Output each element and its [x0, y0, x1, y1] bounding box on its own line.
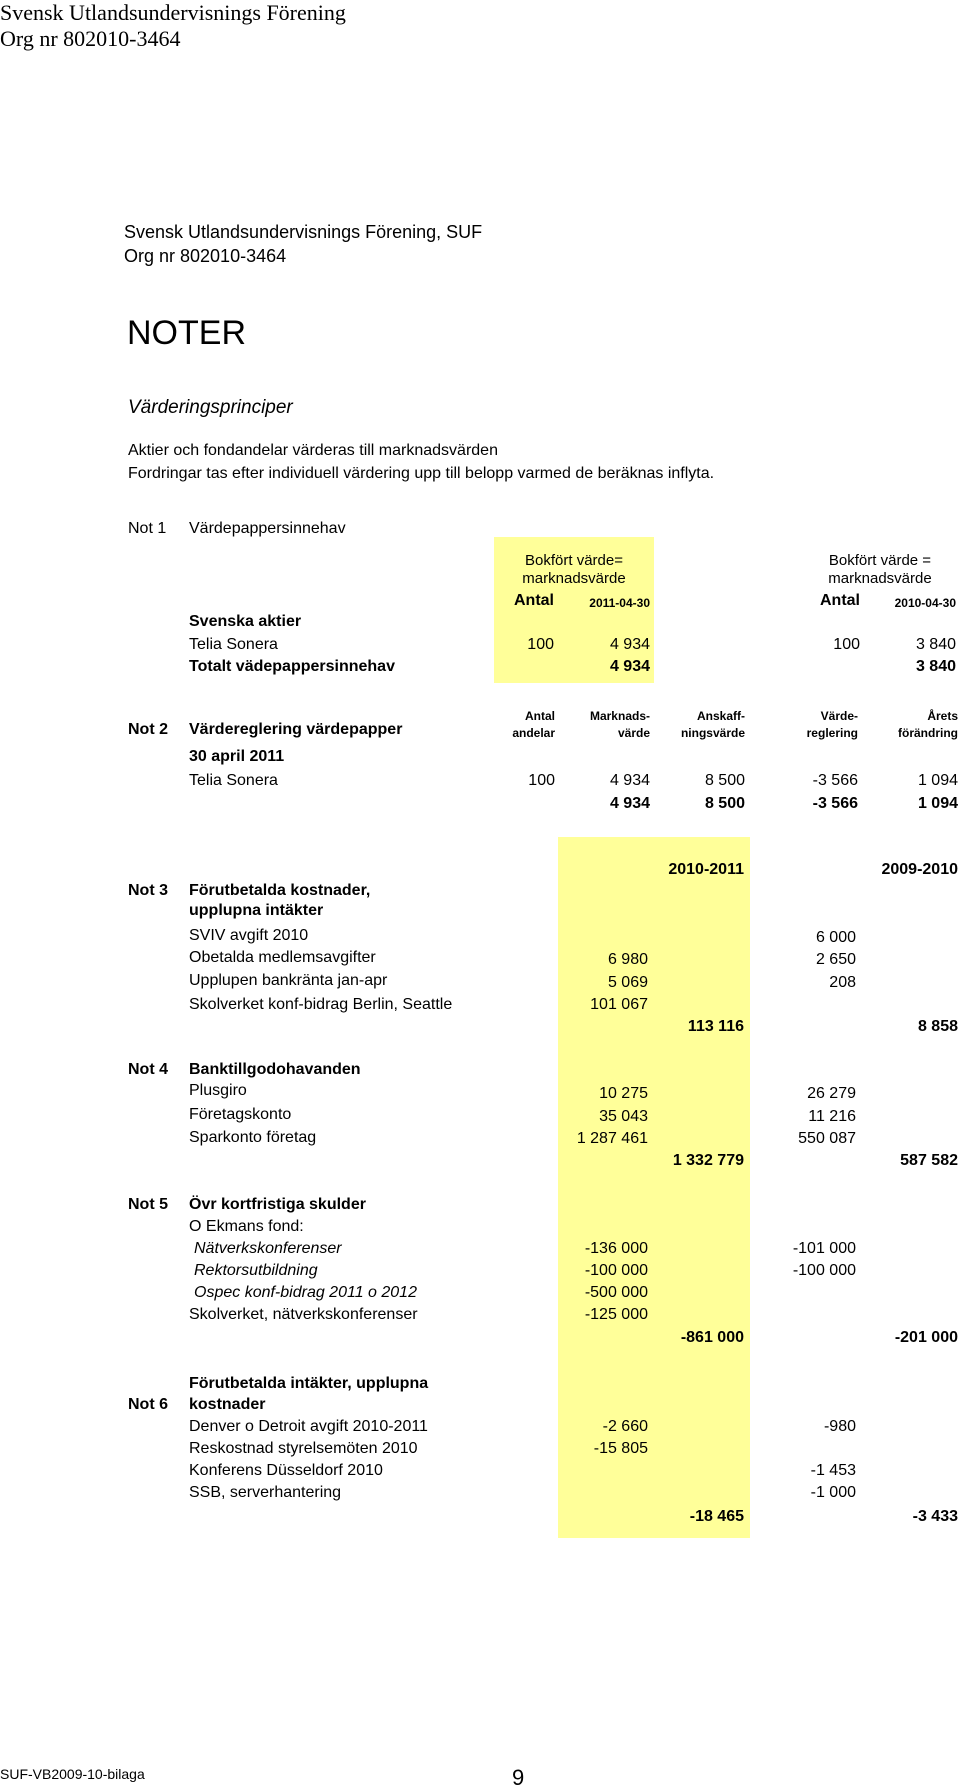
note1-section-label: Svenska aktier [189, 613, 302, 630]
note5-item-cur: -500 000 [584, 1284, 648, 1301]
note4-item-label: Plusgiro [189, 1082, 247, 1099]
note6-total-prev: -3 433 [912, 1508, 958, 1525]
note6-item-cur: -15 805 [593, 1440, 648, 1457]
note2-date: 30 april 2011 [189, 748, 285, 765]
note1-col-b-head2: marknadsvärde [828, 570, 932, 587]
note3-item-prev: 6 000 [815, 929, 856, 946]
note4-title: Banktillgodohavanden [189, 1061, 361, 1078]
note2-head-varde-1: Värde- [820, 709, 858, 723]
principles-heading: Värderingsprinciper [128, 397, 293, 418]
note6-item-label: Denver o Detroit avgift 2010-2011 [189, 1418, 428, 1435]
note3-item-prev: 2 650 [815, 951, 856, 968]
note2-head-varde-2: reglering [806, 726, 858, 740]
note3-item-label: SVIV avgift 2010 [189, 927, 309, 944]
year-previous: 2009-2010 [881, 861, 958, 878]
principles-line1: Aktier och fondandelar värderas till marknadsvärden [128, 442, 498, 459]
note2-row-anskaff: 8 500 [704, 772, 745, 789]
note2-head-marknad-2: värde [617, 726, 650, 740]
note2-head-marknad-1: Marknads- [589, 709, 650, 723]
note6-total-cur: -18 465 [689, 1508, 744, 1525]
note2-head-arets-1: Årets [927, 709, 958, 723]
note2-head-antal-2: andelar [512, 726, 555, 740]
note2-row-marknad: 4 934 [609, 772, 650, 789]
note1-row-label: Telia Sonera [189, 636, 278, 653]
note1-date-1: 2011-04-30 [589, 596, 650, 610]
note1-row-antal1: 100 [527, 636, 554, 653]
note3-item-label: Obetalda medlemsavgifter [189, 949, 376, 966]
note4-total-prev: 587 582 [900, 1152, 958, 1169]
note3-title-line1: Förutbetalda kostnader, [189, 882, 371, 899]
note6-number: Not 6 [128, 1396, 168, 1413]
note2-head-anskaff-2: ningsvärde [680, 726, 745, 740]
year-current: 2010-2011 [668, 861, 744, 878]
note6-item-label: Reskostnad styrelsemöten 2010 [189, 1440, 418, 1457]
note1-row-value2: 3 840 [915, 636, 956, 653]
note2-total-marknad: 4 934 [609, 795, 650, 812]
note1-col-a-head2: marknadsvärde [522, 570, 626, 587]
note1-row-antal2: 100 [833, 636, 860, 653]
note3-total-cur: 113 116 [687, 1018, 744, 1035]
note3-number: Not 3 [128, 882, 168, 899]
note4-item-prev: 550 087 [798, 1130, 856, 1147]
note4-item-cur: 35 043 [599, 1108, 648, 1125]
org-number: Org nr 802010-3464 [124, 246, 287, 266]
note6-item-prev: -980 [823, 1418, 856, 1435]
note1-antal-label-2: Antal [820, 592, 860, 609]
note5-item-cur: -136 000 [584, 1240, 648, 1257]
note6-title-line2: kostnader [189, 1396, 266, 1413]
note6-item-cur: -2 660 [602, 1418, 648, 1435]
note1-row-value1: 4 934 [609, 636, 650, 653]
note1-antal-label-1: Antal [514, 592, 554, 609]
note1-date-2: 2010-04-30 [894, 596, 956, 610]
principles-line2: Fordringar tas efter individuell värdering upp till belopp varmed de beräknas inflyta. [128, 465, 715, 482]
note2-total-arets: 1 094 [917, 795, 958, 812]
note3-item-label: Upplupen bankränta jan-apr [189, 972, 388, 989]
note4-item-label: Företagskonto [189, 1106, 292, 1123]
note2-row-label: Telia Sonera [189, 772, 278, 789]
note1-total-value1: 4 934 [609, 658, 650, 675]
note2-total-anskaff: 8 500 [704, 795, 745, 812]
note6-item-prev: -1 000 [810, 1484, 856, 1501]
note5-item4-cur: -125 000 [584, 1306, 648, 1323]
note5-number: Not 5 [128, 1196, 168, 1213]
note3-item-label: Skolverket konf-bidrag Berlin, Seattle [189, 996, 453, 1013]
page-title: NOTER [127, 314, 246, 352]
note5-item-label: Rektorsutbildning [194, 1262, 318, 1279]
note2-head-antal-1: Antal [525, 709, 555, 723]
note6-title-line1: Förutbetalda intäkter, upplupna [189, 1375, 429, 1392]
note5-subheading: O Ekmans fond: [189, 1218, 304, 1235]
note6-item-prev: -1 453 [810, 1462, 856, 1479]
note4-item-prev: 26 279 [807, 1085, 856, 1102]
note1-title: Värdepappersinnehav [189, 520, 346, 537]
note5-item-label: Nätverkskonferenser [194, 1240, 342, 1257]
footer-doc-id: SUF-VB2009-10-bilaga [0, 1766, 145, 1782]
note2-total-varde: -3 566 [812, 795, 858, 812]
note1-col-b-head1: Bokfört värde = [828, 552, 932, 569]
note1-total-value2: 3 840 [915, 658, 956, 675]
note2-row-arets: 1 094 [917, 772, 958, 789]
header-org-number: Org nr 802010-3464 [0, 26, 181, 51]
note4-total-cur: 1 332 779 [672, 1152, 744, 1169]
note2-head-arets-2: förändring [898, 726, 958, 740]
note6-item-label: Konferens Düsseldorf 2010 [189, 1462, 383, 1479]
note3-item-cur: 6 980 [607, 951, 648, 968]
note6-item-label: SSB, serverhantering [189, 1484, 342, 1501]
note4-item-cur: 10 275 [599, 1085, 648, 1102]
note3-item-cur: 101 067 [590, 996, 648, 1013]
note2-row-varde: -3 566 [812, 772, 858, 789]
note1-total-label: Totalt vädepappersinnehav [189, 658, 395, 675]
footer-page-number: 9 [512, 1765, 525, 1790]
note5-total-cur: -861 000 [680, 1329, 744, 1346]
note5-item-prev: -100 000 [792, 1262, 856, 1279]
note2-number: Not 2 [128, 721, 168, 738]
note3-item-prev: 208 [829, 974, 856, 991]
note5-item-cur: -100 000 [584, 1262, 648, 1279]
note2-head-anskaff-1: Anskaff- [696, 709, 745, 723]
org-name: Svensk Utlandsundervisnings Förening, SUF [124, 222, 483, 242]
note5-item-prev: -101 000 [792, 1240, 856, 1257]
note1-number: Not 1 [128, 520, 167, 537]
note5-title: Övr kortfristiga skulder [189, 1196, 366, 1213]
note5-total-prev: -201 000 [894, 1329, 958, 1346]
note3-total-prev: 8 858 [917, 1018, 958, 1035]
note2-title: Värdereglering värdepapper [189, 721, 403, 738]
note3-title-line2: upplupna intäkter [189, 902, 324, 919]
note4-item-cur: 1 287 461 [576, 1130, 648, 1147]
note4-item-prev: 11 216 [808, 1108, 856, 1125]
note3-item-cur: 5 069 [607, 974, 648, 991]
note2-row-antal: 100 [528, 772, 555, 789]
note5-item4-label: Skolverket, nätverkskonferenser [189, 1306, 418, 1323]
header-org-name: Svensk Utlandsundervisnings Förening [0, 0, 346, 25]
note4-item-label: Sparkonto företag [189, 1129, 317, 1146]
note4-number: Not 4 [128, 1061, 168, 1078]
note5-item-label: Ospec konf-bidrag 2011 o 2012 [194, 1284, 417, 1301]
note1-col-a-head1: Bokfört värde= [525, 552, 623, 569]
